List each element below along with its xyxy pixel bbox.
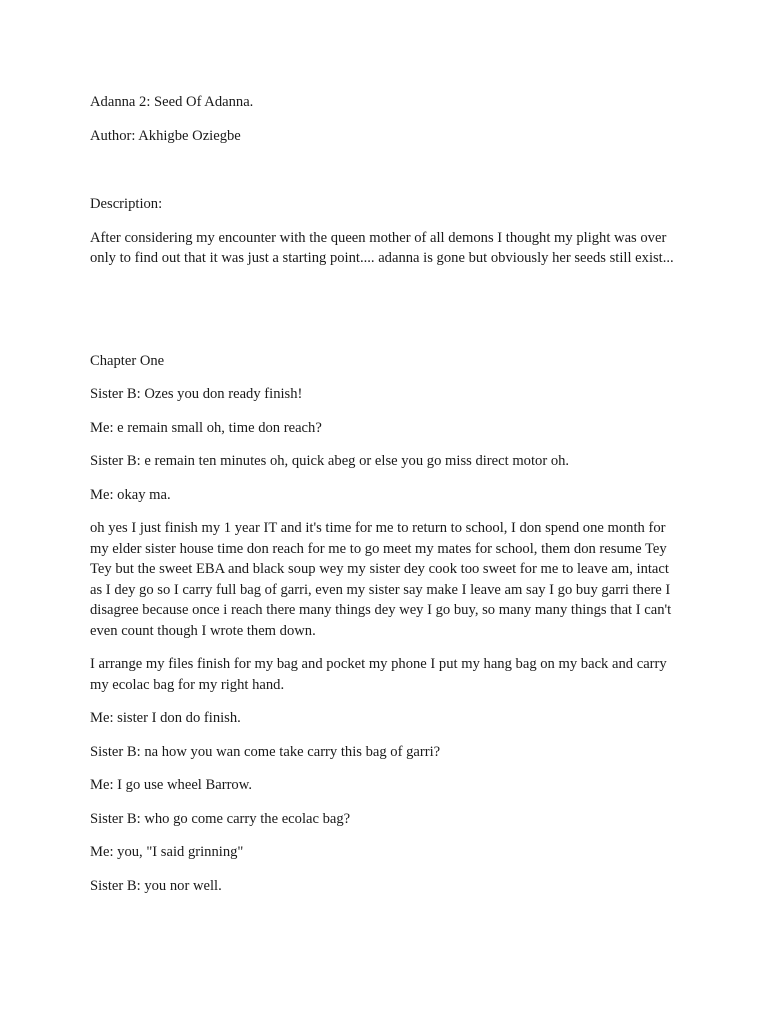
dialogue-line: Sister B: Ozes you don ready finish! xyxy=(90,386,303,402)
description-text: After considering my encounter with the queen mother of all demons I thought my plight was over only to find out that it was just a starting point.... adanna is gone but obviously her seeds still exist... xyxy=(90,229,674,266)
narrative-paragraph: I arrange my files finish for my bag and pocket my phone I put my hang bag on my back and carry my ecolac bag for my right hand. xyxy=(90,656,667,693)
dialogue-line: Me: you, "I said grinning" xyxy=(90,844,244,860)
document-page xyxy=(90,92,680,896)
chapter-heading: Chapter One xyxy=(90,352,165,369)
dialogue-line: Sister B: e remain ten minutes oh, quick abeg or else you go miss direct motor oh. xyxy=(90,453,570,469)
description-heading: Description: xyxy=(90,196,163,212)
dialogue-line: Sister B: na how you wan come take carry this bag of garri? xyxy=(90,743,441,760)
narrative-paragraph: oh yes I just finish my 1 year IT and it's time for me to return to school, I don spend one month for my elder sister house time don reach for me to go meet my mates for school, them don resume Tey Tey but the sweet EBA and black soup wey my sister dey cook too sweet for me to leave am, intact as I dey go so I carry full bag of garri, even my sister say make I leave am say I go buy garri there I disagree because once i reach there many things dey wey I go buy, so many many things that I can't even count though I wrote them down. xyxy=(90,520,672,639)
dialogue-line: Me: I go use wheel Barrow. xyxy=(90,777,252,793)
dialogue-line: Me: sister I don do finish. xyxy=(90,710,241,726)
dialogue-line: Me: okay ma. xyxy=(90,486,171,503)
document-author: Author: Akhigbe Oziegbe xyxy=(90,127,241,144)
document-title: Adanna 2: Seed Of Adanna. xyxy=(90,94,254,110)
dialogue-line: Sister B: you nor well. xyxy=(90,877,222,894)
dialogue-line: Me: e remain small oh, time don reach? xyxy=(90,419,322,436)
dialogue-line: Sister B: who go come carry the ecolac bag? xyxy=(90,810,351,827)
